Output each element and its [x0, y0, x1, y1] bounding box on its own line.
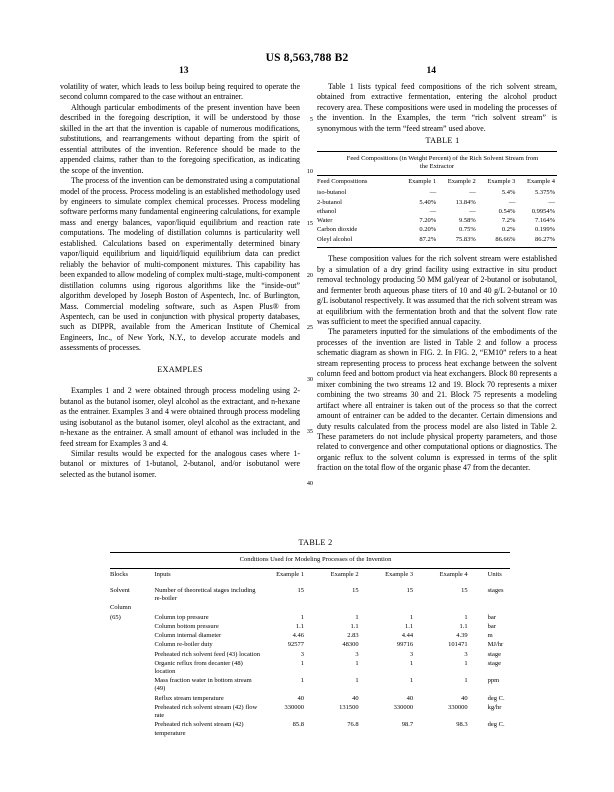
cell: —	[548, 198, 555, 206]
table-row	[110, 582, 510, 604]
cell: 40	[406, 694, 414, 702]
cell: 1	[464, 660, 468, 668]
cell: 1	[355, 660, 359, 668]
block-label	[110, 694, 154, 703]
column-header: Units	[487, 571, 502, 579]
row-label: Column internal diameter	[154, 632, 222, 640]
column-header: Example 3	[487, 178, 516, 186]
cell	[427, 604, 482, 613]
column-number-right: 14	[426, 66, 436, 76]
cell: 101471	[448, 641, 468, 649]
cell: 0.75%	[458, 226, 476, 234]
table-row	[317, 235, 557, 244]
cell: 7.2%	[501, 217, 516, 225]
block-label: (65)	[110, 613, 121, 621]
cell: 4.46	[292, 632, 305, 640]
cell: 86.66%	[495, 235, 516, 243]
cell: 5.375%	[534, 189, 555, 197]
line-number: 20	[306, 272, 313, 279]
cell: 99716	[396, 641, 414, 649]
table-2-title: Conditions Used for Modeling Processes of the Invention	[239, 556, 392, 564]
patent-number-header: US 8,563,788 B2	[265, 52, 349, 64]
cell: 76.8	[347, 721, 359, 729]
cell: —	[469, 189, 476, 197]
paragraph: Similar results would be expected for the analogous cases where 1-butanol or mixtures of 1-butanol, 2-butanol, and/or isobutanol were selected as the butanol isomer.	[60, 448, 300, 479]
column-header: Blocks	[110, 571, 129, 579]
cell	[318, 604, 373, 613]
cell: 4.44	[401, 632, 414, 640]
cell: 87.2%	[419, 235, 437, 243]
row-label	[154, 604, 263, 613]
cell: 330000	[284, 704, 305, 712]
paragraph: The process of the invention can be demonstrated using a computational model of the process. Process modeling is an established methodology used by engineers to simulate complex chemical processes. Process modeling software performs many fundamental engineering calculations, for example mass and energy balances, vapor/liquid equilibrium and reaction rate computations. The modeling of distillation columns is particularity well established. Calculations based on experimentally determined binary vapor/liquid equilibrium and liquid/liquid equilibrium data can predict reliably the behavior of multi-component mixtures. This capability has been expanded to allow modeling of complex multi-stage, multi-component distillation columns using rigorous algorithms like the “inside-out” algorithm developed by Joseph Boston of Aspentech, Inc. of Burlington, Mass. Commercial modeling software, such as Aspen Plus® from Aspentech, can be used in conjunction with physical property databases, such as DIPPR, available from the American Institute of Chemical Engineers, Inc., of New York, N.Y., to develop accurate models and assessments of processes.	[60, 176, 300, 353]
cell: 1	[300, 660, 305, 668]
cell: 1	[409, 613, 414, 621]
table-row	[317, 226, 557, 235]
cell: 86.27%	[534, 235, 555, 243]
row-label: Preheated rich solvent stream (42) flow rate	[154, 704, 258, 720]
row-label: Column bottom pressure	[154, 622, 219, 630]
cell: 330000	[448, 704, 468, 712]
paragraph: The parameters inputted for the simulations of the embodiments of the processes of the invention are listed in Table 2 and follow a process schematic diagram as shown in FIG. 2. In FIG. 2, “EM10” refers to a heat stream representing process to process heat exchange between the solvent column feed and bottom product via heat exchangers. Block 80 represents a mixer combining the two streams 12 and 19. Block 70 represents a mixer combining the two streams 30 and 21. Block 75 represents a modeling artifact where all entrainer is taken out of the process so that the correct amount of entrainer can be added to the decanter. Certain dimensions and duty results calculated from the process model are also listed in Table 2. These parameters do not include physical property parameters, and those related to convergence and other computational options or diagnostics. The organic reflux to the solvent column is expressed in terms of the split fraction on the total flow of the organic phase 47 from the decanter.	[317, 327, 557, 473]
table-2-caption: TABLE 2	[298, 538, 333, 547]
cell	[264, 604, 319, 613]
cell: —	[429, 189, 437, 197]
table-1-title: Feed Compositions (in Weight Percent) of the Rich Solvent Stream from the Extractor	[346, 154, 539, 171]
block-label: Column	[110, 604, 131, 612]
cell: 1	[409, 660, 414, 668]
block-label	[110, 641, 154, 650]
block-label	[110, 659, 154, 676]
column-number-left: 13	[179, 66, 189, 76]
cell: 1	[300, 613, 305, 621]
cell: 0.199%	[534, 226, 555, 234]
cell: 1	[464, 613, 468, 621]
column-numbers	[60, 66, 555, 76]
cell: 2.83	[347, 632, 359, 640]
cell: 1.1	[459, 622, 468, 630]
table-row	[110, 703, 510, 720]
row-label: Reflux stream temperature	[154, 694, 224, 702]
cell: 1	[409, 677, 414, 685]
table-row	[110, 721, 510, 738]
cell-units: kg/hr	[487, 704, 502, 712]
cell: 3	[300, 650, 305, 658]
cell-units: bar	[487, 622, 496, 630]
block-label	[110, 650, 154, 659]
cell: 0.2%	[501, 226, 516, 234]
table-row	[317, 198, 557, 207]
table-1-grid	[317, 176, 557, 245]
cell: 15	[352, 586, 359, 594]
table-row	[110, 677, 510, 694]
cell: 4.39	[456, 632, 468, 640]
table-row	[317, 207, 557, 216]
cell	[373, 604, 428, 613]
cell: 92577	[287, 641, 305, 649]
table-row	[110, 632, 510, 641]
cell: 131500	[339, 704, 359, 712]
block-label: Solvent	[110, 586, 130, 594]
section-heading-examples: EXAMPLES	[157, 364, 203, 374]
line-number: 5	[309, 116, 313, 123]
block-label	[110, 622, 154, 631]
line-number: 15	[306, 220, 313, 227]
table-header-row	[317, 176, 557, 189]
row-label: Organic reflux from decanter (48) location	[154, 660, 243, 676]
column-header: Feed Compositions	[317, 178, 368, 186]
cell: 15	[406, 586, 414, 594]
cell: 5.40%	[419, 198, 437, 206]
column-header: Example 3	[385, 571, 414, 579]
cell: 330000	[393, 704, 414, 712]
cell: 1.1	[404, 622, 414, 630]
column-header: Example 2	[447, 178, 476, 186]
block-label	[110, 632, 154, 641]
column-header: Example 4	[439, 571, 468, 579]
paragraph: Table 1 lists typical feed compositions of the rich solvent stream, obtained from extractive fermentation, entering the alcohol product recovery area. These compositions were used in modeling the processes of the invention. In the Examples, the term “rich solvent stream” is synonymous with the term “feed stream” used above.	[317, 82, 557, 133]
cell: 3	[355, 650, 359, 658]
line-number: 10	[306, 168, 313, 175]
cell-units: stage	[487, 660, 501, 668]
table-row	[110, 641, 510, 650]
cell: 3	[464, 650, 468, 658]
block-label	[110, 721, 154, 738]
cell: 7.164%	[534, 217, 555, 225]
row-label: Column re-boiler duty	[154, 641, 213, 649]
cell-units: ppm	[487, 677, 500, 685]
paragraph: volatility of water, which leads to less boilup being required to operate the second column compared to the case without an entrainer.	[60, 82, 300, 102]
cell-units: m	[487, 632, 493, 640]
table-row	[317, 216, 557, 225]
column-header: Example 4	[527, 178, 555, 186]
row-label: Column top pressure	[154, 613, 209, 621]
left-column	[60, 82, 313, 487]
row-label: Preheated rich solvent stream (42) temperature	[154, 721, 244, 737]
column-header: Example 2	[330, 571, 359, 579]
line-number: 40	[306, 480, 313, 487]
paragraph: These composition values for the rich solvent stream were established by a simulation of a dry grind facility using extractive in situ product removal technology producing 50 MM gal/year of 2-butanol or isobutanol, and fermenter broth aqueous phase titers of 10 and 40 g/L 2-butanol or 10 g/L isobutanol respectively. It was assumed that the rich solvent stream was at equilibrium with the fermentation broth and that the solvent flow rate was sufficient to meet the specified annual capacity.	[317, 254, 557, 327]
cell: 9.58%	[458, 217, 476, 225]
row-label: 2-butanol	[317, 198, 342, 206]
line-number: 25	[306, 324, 313, 331]
table-header-row	[110, 569, 510, 582]
line-number: 30	[306, 376, 313, 383]
row-label: Mass fraction water in bottom stream (49)	[154, 677, 252, 693]
cell: 98.7	[401, 721, 414, 729]
table-1	[317, 136, 557, 248]
paragraph: Although particular embodiments of the present invention have been described in the foregoing description, it will be understood by those skilled in the art that the invention is capable of numerous modifications, substitutions, and rearrangements without departing from the spirit of essential attributes of the invention. Reference should be made to the appended claims, rather than to the foregoing specification, as indicating the scope of the invention.	[60, 102, 300, 175]
column-header: Inputs	[154, 571, 171, 579]
cell: 13.84%	[455, 198, 476, 206]
cell: 98.3	[456, 721, 468, 729]
two-column-body	[60, 82, 557, 487]
cell-units	[482, 604, 510, 613]
cell: 48300	[342, 641, 359, 649]
table-row	[317, 189, 557, 198]
cell-units: MJ/hr	[487, 641, 504, 649]
table-row	[110, 694, 510, 703]
cell-units: stage	[487, 650, 501, 658]
cell-units: stages	[487, 586, 504, 594]
cell: 7.20%	[419, 217, 437, 225]
cell: 40	[461, 694, 468, 702]
cell: 5.4%	[501, 189, 516, 197]
line-number: 35	[306, 428, 313, 435]
cell: 1	[355, 677, 359, 685]
cell: 1.1	[295, 622, 305, 630]
cell: 85.8	[292, 721, 305, 729]
column-header: Example 1	[276, 571, 305, 579]
table-row	[110, 622, 510, 631]
cell-units: deg C.	[487, 694, 505, 702]
table-row	[110, 604, 510, 613]
block-label	[110, 677, 154, 694]
row-label: Number of theoretical stages including re-boiler	[154, 586, 256, 603]
row-label: Oleyl alcohol	[317, 235, 353, 243]
row-label: Preheated rich solvent feed (43) location	[154, 650, 261, 658]
cell: 40	[297, 694, 305, 702]
cell: 15	[297, 586, 305, 594]
cell: 3	[409, 650, 414, 658]
cell-units: deg C.	[487, 721, 505, 729]
block-label	[110, 703, 154, 720]
cell: 75.83%	[455, 235, 476, 243]
cell: 1	[464, 677, 468, 685]
cell-units: bar	[487, 613, 496, 621]
table-1-caption: TABLE 1	[425, 136, 460, 146]
row-label: Carbon dioxide	[317, 226, 358, 234]
table-row	[110, 613, 510, 622]
row-label: iso-butanol	[317, 189, 347, 197]
cell: 40	[352, 694, 359, 702]
cell: 0.9954%	[531, 207, 555, 215]
cell: 15	[461, 586, 468, 594]
cell: 0.54%	[498, 207, 516, 215]
right-column	[317, 82, 557, 480]
cell: 1	[355, 613, 359, 621]
cell: 1	[300, 677, 305, 685]
cell: —	[429, 207, 437, 215]
table-2-grid	[110, 569, 510, 738]
row-label: ethanol	[317, 207, 337, 215]
table-2	[110, 538, 510, 738]
cell: —	[508, 198, 516, 206]
cell: —	[469, 207, 476, 215]
paragraph: Examples 1 and 2 were obtained through process modeling using 2-butanol as the butanol isomer, oleyl alcohol as the extractant, and n-hexane as the entrainer. Examples 3 and 4 were obtained through process modeling using isobutanol as the butanol isomer, oleyl alcohol as the extractant, and n-hexane as the entrainer. A small amount of ethanol was included in the feed stream for Examples 3 and 4.	[60, 386, 300, 448]
cell: 0.20%	[419, 226, 437, 234]
row-label: Water	[317, 217, 333, 225]
cell: 1.1	[350, 622, 359, 630]
column-header: Example 1	[408, 178, 437, 186]
table-row	[110, 659, 510, 676]
table-row	[110, 650, 510, 659]
